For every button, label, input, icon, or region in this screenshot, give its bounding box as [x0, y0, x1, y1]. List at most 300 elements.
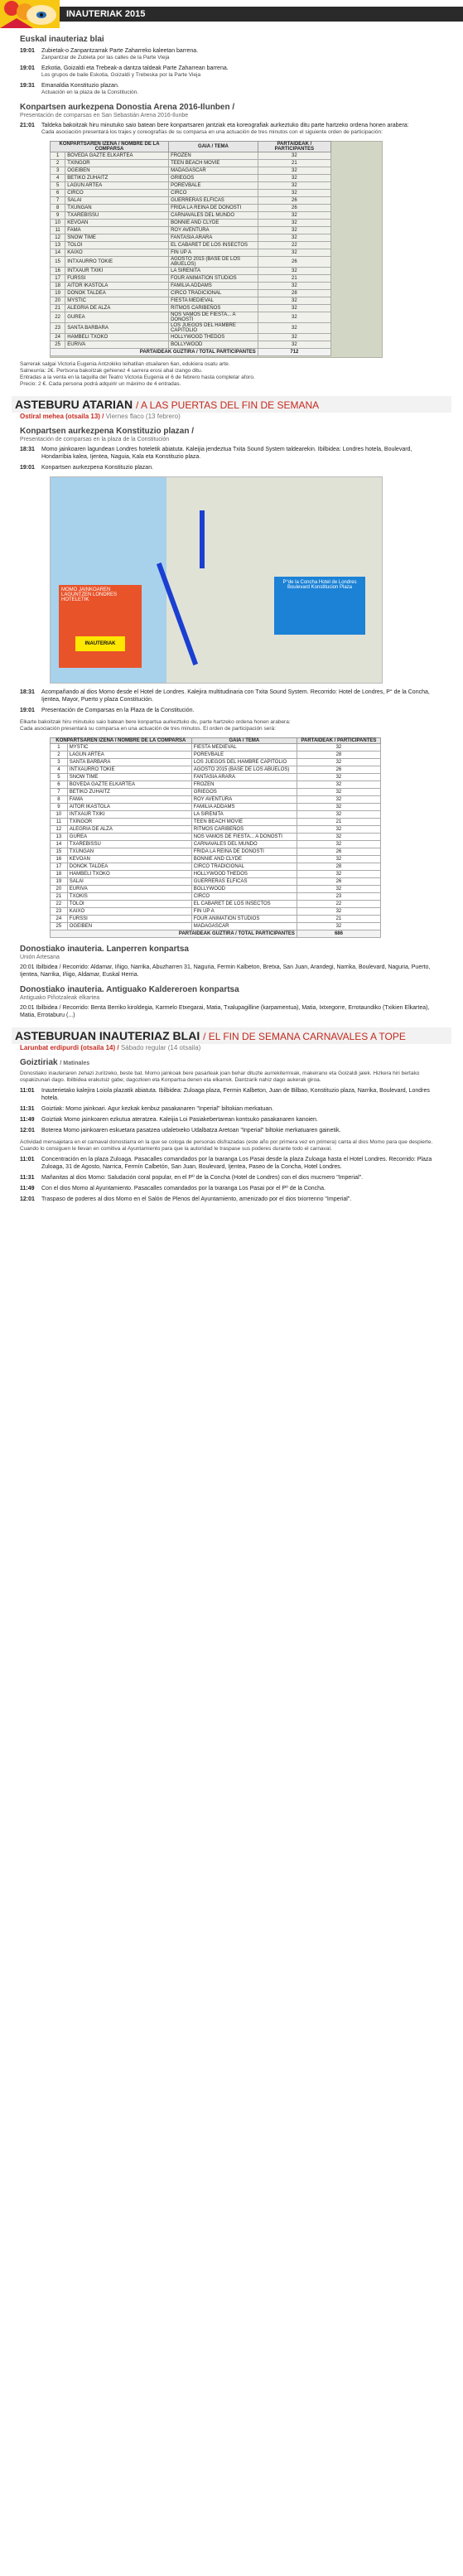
note: Entradas a la venta en la taquilla del Teatro Victoria Eugenia el 6 de febrero hasta completar aforo. [20, 375, 255, 380]
table-cell: 25 [51, 341, 65, 349]
table-row [51, 197, 331, 205]
table-row [51, 781, 381, 789]
table-cell: MYSTIC [67, 744, 191, 752]
table-cell: 18 [51, 871, 68, 878]
table-cell: CIRCO TRADICIONAL [169, 290, 258, 297]
section-euskal [20, 35, 438, 136]
schedule-item [20, 122, 438, 136]
table-cell: 32 [258, 175, 330, 182]
table-cell: 23 [297, 893, 380, 901]
table-cell: 32 [258, 152, 330, 160]
table-cell: 24 [51, 334, 65, 341]
table-total-row [51, 349, 331, 356]
table-row [51, 341, 331, 349]
page-header [0, 0, 463, 28]
table-cell: 32 [297, 856, 380, 863]
table-cell: GUERRERAS ELFICAS [191, 878, 297, 886]
table-cell: 28 [297, 752, 380, 759]
table-cell: TXINGOR [67, 819, 191, 826]
route-map [50, 476, 383, 684]
table-cell: 17 [51, 275, 65, 283]
table-row [51, 841, 381, 848]
section-heading: Donostiako inauteria. Antiguako Kaldereroen konpartsa [20, 985, 239, 994]
table-cell: 26 [258, 257, 330, 268]
table-cell: TXOKIS [67, 893, 191, 901]
table-cell: BETIKO ZUHAITZ [65, 175, 169, 182]
table-cell: INTXAUR TXIKI [65, 268, 169, 275]
table-row [51, 908, 381, 916]
section-subheading: Presentación de comparsas en la plaza de la Constitución [20, 437, 170, 442]
schedule-item [20, 65, 438, 79]
table-cell: 32 [297, 841, 380, 848]
item-text: Con el dios Momo al Ayuntamiento. Pasacalles comandados por la txaranga Los Pasai por el Pº de la Concha. [41, 1186, 326, 1191]
table-cell: BETIKO ZUHAITZ [67, 789, 191, 796]
table-cell: 14 [51, 249, 65, 257]
item-text: Presentación de Comparsas en la Plaza de la Constitución. [41, 708, 195, 713]
table-cell: 28 [258, 290, 330, 297]
col-header: KONPARTSAREN IZENA / NOMBRE DE LA COMPARSA [51, 142, 169, 152]
table-row [51, 334, 331, 341]
table-cell: 32 [258, 190, 330, 197]
table-cell: 15 [51, 257, 65, 268]
table-cell: AGOSTO 2015 (BASE DE LOS ABUELOS) [169, 257, 258, 268]
schedule-item [20, 47, 438, 61]
table-cell: 21 [297, 916, 380, 923]
table-cell: 10 [51, 220, 65, 227]
table-cell: 18 [51, 283, 65, 290]
table-cell: TXAREBISSU [67, 841, 191, 848]
participants-table-2 [50, 737, 381, 938]
table-cell: MYSTIC [65, 297, 169, 305]
carnival-mask-logo [0, 0, 60, 28]
schedule-item [20, 1196, 438, 1203]
table-cell: SNOW TIME [65, 234, 169, 242]
table-cell: 32 [297, 781, 380, 789]
table-cell: 23 [51, 323, 65, 334]
table-cell: 23 [51, 908, 68, 916]
table-cell: 26 [297, 878, 380, 886]
table-cell: INTXAURRO TOKIE [67, 766, 191, 774]
table-cell: 13 [51, 834, 68, 841]
table-cell: 13 [51, 242, 65, 249]
table-cell: 32 [297, 789, 380, 796]
table-cell: BOVEDA GAZTE ELKARTEA [65, 152, 169, 160]
table-cell: HOLLYWOOD THEDOS [191, 871, 297, 878]
table-cell: 22 [51, 312, 65, 323]
table-cell: 5 [51, 182, 65, 190]
table-cell: 1 [51, 744, 68, 752]
table-cell: CARNAVALES DEL MUNDO [169, 212, 258, 220]
item-sub: Cada asociación presentará los trajes y coreografías de su comparsa en una actuación de tres minutos con el siguiente orden de participación: [41, 129, 383, 135]
table-row [51, 811, 381, 819]
item-time: 18:31 [20, 689, 35, 695]
table-cell: CARNAVALES DEL MUNDO [191, 841, 297, 848]
table-cell: RITMOS CARIBEÑOS [191, 826, 297, 834]
table-cell: FANTASIA ARARA [191, 774, 297, 781]
item-time: 18:31 [20, 447, 35, 452]
table-cell: FAMA [67, 796, 191, 804]
table-cell: 32 [297, 886, 380, 893]
section-heading [20, 1058, 438, 1067]
table-cell: 26 [297, 766, 380, 774]
item-time: 12:01 [20, 1128, 35, 1133]
table-cell: LA SIRENITA [169, 268, 258, 275]
table-cell: FOUR ANIMATION STUDIOS [169, 275, 258, 283]
table-row [51, 759, 381, 766]
table-cell: 21 [297, 819, 380, 826]
item-text: 20:01 Ibilbidea / Recorrido: Benta Berriko kiroldegia, Karmelo Etxegarai, Matia, Txalupagilline (karpamentua), Matia, Ixtxegorre, Errotaundiko (Txikien Elkartea), Matia, Errotaburu (...) [20, 1005, 430, 1018]
table-row [51, 856, 381, 863]
section-heading: Konpartsen aurkezpena Konstituzio plazan / [20, 427, 195, 436]
table-cell: FAMILIA ADDAMS [169, 283, 258, 290]
table-row [51, 901, 381, 908]
table-cell: TXUNGAN [65, 205, 169, 212]
table-cell: DONOK TALDEA [65, 290, 169, 297]
table-cell: KEVOAN [67, 856, 191, 863]
table-cell: 12 [51, 234, 65, 242]
table-cell: HAMBELI TXOKO [65, 334, 169, 341]
schedule-item [20, 82, 438, 96]
table-cell: 4 [51, 766, 68, 774]
table-cell: GRIEGOS [191, 789, 297, 796]
item-text: Ezkotia, Goizaldi eta Trebeak-a dantza taldeak Parte Zaharrean barrena. [41, 65, 229, 71]
table-cell: 26 [258, 205, 330, 212]
table-cell: 7 [51, 789, 68, 796]
table-row [51, 863, 381, 871]
table-cell: HOLLYWOOD THEDOS [169, 334, 258, 341]
page-title: INAUTERIAK 2015 [60, 7, 463, 22]
table-cell: 12 [51, 826, 68, 834]
item-time: 11:31 [20, 1106, 35, 1112]
arena-table-map [50, 141, 381, 356]
table-cell: BONNIE AND CLYDE [191, 856, 297, 863]
table-cell: NOS VAMOS DE FIESTA... A DONOSTI [191, 834, 297, 841]
table-row [51, 804, 381, 811]
table-row [51, 744, 381, 752]
table-row [51, 212, 331, 220]
table-cell: SANTA BARBARA [67, 759, 191, 766]
section-subheading: Antiguako Piñotzaleak elkartea [20, 995, 100, 1001]
table-cell: BOLLYWOOD [191, 886, 297, 893]
table-row [51, 190, 331, 197]
item-text: Traspaso de poderes al dios Momo en el Salón de Plenos del Ayuntamiento, amenizado por el dios txiorrenno "Imperial". [41, 1196, 352, 1202]
table-cell: TOLOI [67, 901, 191, 908]
table-cell: 32 [258, 227, 330, 234]
item-time: 21:01 [20, 123, 35, 128]
table-cell: 19 [51, 290, 65, 297]
total-label: PARTAIDEAK GUZTIRA / TOTAL PARTICIPANTES [51, 349, 258, 356]
table-cell: 32 [258, 249, 330, 257]
table-cell: FURSSI [67, 916, 191, 923]
weekend-title-text: ASTEBURU ATARIAN [15, 398, 133, 411]
item-text: Goiztiak: Momo jainkoari. Agur kezkak kenbuz pasakanaren "Inperial" biltokian merkatuan. [41, 1106, 274, 1112]
table-row [51, 227, 331, 234]
item-text: Goiztiak Momo jainkoaren ezkutua ateratzea. Kaleijia Loi Pasiakebertarean kontsuko pasakanaren kanoien. [41, 1117, 318, 1123]
table-cell: EURIVA [67, 886, 191, 893]
table-cell: 32 [258, 234, 330, 242]
date-sub: Viernes flaco (13 febrero) [105, 413, 181, 420]
total-label: PARTAIDEAK GUZTIRA / TOTAL PARTICIPANTES [51, 930, 297, 938]
table-row [51, 242, 331, 249]
item-text: Taldeka bakoitzak hiru minutuko saio batean bere konpartsaren jantziak eta koreografiak aurkeztuko ditu parte hartzeko ordena honen arabera: [41, 123, 409, 128]
participants-table-1 [50, 141, 331, 356]
table-cell: 32 [258, 323, 330, 334]
section-heading: Euskal inauteriaz blai [20, 35, 104, 44]
table-row [51, 916, 381, 923]
weekend-title [12, 1027, 451, 1044]
table-cell: KEVOAN [65, 220, 169, 227]
table-row [51, 182, 331, 190]
table-cell: CIRCO [65, 190, 169, 197]
item-time: 11:49 [20, 1186, 35, 1191]
schedule-item [20, 1174, 438, 1182]
table-cell: 32 [258, 334, 330, 341]
table-row [51, 234, 331, 242]
date-text: Larunbat erdipurdi (otsaila 14) / [20, 1044, 119, 1051]
table-total-row [51, 930, 381, 938]
table-cell: KAIXO [67, 908, 191, 916]
table-cell: FANTASIA ARARA [169, 234, 258, 242]
table-cell: RITMOS CARIBEÑOS [169, 305, 258, 312]
item-time: 11:01 [20, 1088, 35, 1094]
table-cell: 17 [51, 863, 68, 871]
table-row [51, 268, 331, 275]
table-row [51, 175, 331, 182]
table-cell: MADAGASCAR [191, 923, 297, 930]
table-cell: OGEIBEN [67, 923, 191, 930]
table-row [51, 893, 381, 901]
intro-text: Donostiako inauteriaren zehazi zuritzeko, beste bat. Momo jainkoak bere pasarteak joan behar dituzte aurrekiterrreak, makeirano eta Goizaldi jaiek. Hizkera hiri bertako ospakizunari dago. Ibilbidea erakutsiz gabe; dagozkien eta Konpartsa denen eta elkarrek. Dantzarik nahiz dago aukerak giroa. [20, 1071, 420, 1083]
note: Precio: 2 €. Cada persona podrá adquirir un máximo de 4 entradas. [20, 381, 181, 387]
table-row [51, 826, 381, 834]
table-row [51, 275, 331, 283]
table-cell: MADAGASCAR [169, 167, 258, 175]
table-cell: TEEN BEACH MOVIE [169, 160, 258, 167]
table-cell: 21 [258, 160, 330, 167]
table-cell: 32 [297, 871, 380, 878]
table-row [51, 819, 381, 826]
table-cell: 32 [258, 167, 330, 175]
table-cell: SALAI [67, 878, 191, 886]
schedule-item [20, 446, 438, 461]
section-heading: Donostiako inauteria. Lanperren konpartsa [20, 945, 189, 954]
weekend-title-sub: / A LAS PUERTAS DEL FIN DE SEMANA [135, 399, 320, 411]
table-row [51, 160, 331, 167]
table-row [51, 878, 381, 886]
table-cell: FAMILIA ADDAMS [191, 804, 297, 811]
table-cell: INTXAUR TXIKI [67, 811, 191, 819]
section-goiztiriak [20, 1058, 438, 1203]
table-row [51, 766, 381, 774]
schedule-item [20, 1116, 438, 1124]
table-cell: 32 [297, 811, 380, 819]
note: Actividad mensajetara en el carnaval donostiarra en la que se cologa de personas disfrazadas (este año por primera vez en primera) canta al dios Momo para que despierte. Cuando lo consiguen le llevan en comitiva al Ayuntamiento para que la autoridad le traspase sus poderes durante todo el carnaval. [20, 1139, 433, 1152]
item-sub: Actuación en la plaza de la Constitución. [41, 89, 139, 95]
item-time: 19:31 [20, 83, 35, 89]
table-cell: KAIXO [65, 249, 169, 257]
table-cell: LAGUN ARTEA [65, 182, 169, 190]
total-value: 686 [297, 930, 380, 938]
table-cell: EL CABARET DE LOS INSECTOS [191, 901, 297, 908]
table-cell: 22 [51, 901, 68, 908]
table-cell: 1 [51, 152, 65, 160]
table-row [51, 283, 331, 290]
table-cell: AITOR IKASTOLA [67, 804, 191, 811]
weekend-title-sub: / EL FIN DE SEMANA CARNAVALES A TOPE [203, 1031, 406, 1042]
table-cell: 5 [51, 774, 68, 781]
date-line [20, 1044, 463, 1051]
item-time: 19:01 [20, 48, 35, 54]
note: Salneurria: 2€. Pertsona bakoitzak gehienez 4 sarrera erosi ahal izango ditu. [20, 368, 203, 374]
table-cell: 11 [51, 819, 68, 826]
table-cell: FROZEN [169, 152, 258, 160]
poster-brand: INAUTERIAK [75, 636, 125, 651]
table-cell: BONNIE AND CLYDE [169, 220, 258, 227]
table-row [51, 249, 331, 257]
table-row [51, 834, 381, 841]
table-cell: FAMA [65, 227, 169, 234]
table-cell: EL CABARET DE LOS INSECTOS [169, 242, 258, 249]
table-row [51, 290, 331, 297]
date-text: Ostiral mehea (otsaila 13) / [20, 413, 104, 420]
item-text: Emanaldia Konstituzio plazan. [41, 83, 119, 89]
weekend-title-text: ASTEBURUAN INAUTERIAZ BLAI [15, 1029, 200, 1042]
table-cell: 32 [258, 305, 330, 312]
table-cell: 32 [258, 212, 330, 220]
item-text: 20:01 Ibilbidea / Recorrido: Aldamar, Iñigo, Narrika, Abuzharren 31, Naguria, Fermin Kalbeton, Bretxa, San Juan, Arandegi, Narrika, Boulevard, Naguria, Puerto, Ijentea, Narrika, Iñigo, Aldamar, Euskal Herria. [20, 964, 431, 978]
table-cell: 3 [51, 167, 65, 175]
table-cell: GUERRERAS ELFICAS [169, 197, 258, 205]
col-header: GAIA / TEMA [191, 738, 297, 744]
table-cell: FIESTA MEDIEVAL [191, 744, 297, 752]
weekend-eve-title [12, 396, 451, 413]
table-cell: 32 [297, 796, 380, 804]
schedule-item [20, 1087, 438, 1102]
table-cell: FOUR ANIMATION STUDIOS [191, 916, 297, 923]
table-cell: FROZEN [191, 781, 297, 789]
table-cell: 32 [297, 759, 380, 766]
table-row [51, 312, 331, 323]
schedule-item [20, 689, 438, 703]
table-cell: TEEN BEACH MOVIE [191, 819, 297, 826]
table-cell: FIN UP A [191, 908, 297, 916]
table-row [51, 886, 381, 893]
item-text: Konpartsen aurkezpena Konstituzio plazan. [41, 465, 154, 471]
table-cell: 6 [51, 781, 68, 789]
table-cell: SALAI [65, 197, 169, 205]
table-cell: 22 [297, 901, 380, 908]
item-time: 11:31 [20, 1175, 35, 1181]
table-cell: 32 [297, 804, 380, 811]
table-cell: 9 [51, 212, 65, 220]
table-cell: 20 [51, 886, 68, 893]
table-cell: 9 [51, 804, 68, 811]
table-cell: BOLLYWOOD [169, 341, 258, 349]
table-cell: 32 [258, 220, 330, 227]
schedule-item [20, 1105, 438, 1113]
table-row [51, 152, 331, 160]
item-time: 19:01 [20, 65, 35, 71]
table-cell: 24 [51, 916, 68, 923]
table-cell: 32 [258, 182, 330, 190]
table-row [51, 796, 381, 804]
table-cell: 15 [51, 848, 68, 856]
table-cell: 2 [51, 752, 68, 759]
table-cell: FRIDA LA REINA DE DONOSTI [169, 205, 258, 212]
table-row [51, 923, 381, 930]
section-constitucion-es [20, 689, 438, 732]
item-text: Mañanitas al dios Momo: Saludación coral popular, en el Pº de la Concha (Hotel de Londres) con el dios mucmero "Imperial". [41, 1175, 364, 1181]
table-cell: LA SIRENITA [191, 811, 297, 819]
table-cell: FURSSI [65, 275, 169, 283]
note: Elkarte bakoitzak hiru minutuko saio batean bere konpartsa aurkeztuko du, parte hartzeko ordena honen arabera: [20, 719, 291, 725]
table-cell: 21 [51, 893, 68, 901]
table-cell: LOS JUEGOS DEL HAMBRE CAPITOLIO [191, 759, 297, 766]
item-text: Momo jainkoaren lagundean Londres hoteletik abiatuta. Kaleijia jendeztua Txita Sound System taldearekin. Ibilbidea: Londres hotela, Boulevard, Hondarribia kalea, Ijentea, Naguia, Kala eta Konstituzio plaza. [41, 447, 412, 460]
section-lanperren [20, 945, 438, 1019]
table-cell: ALEGRIA DE ALZA [65, 305, 169, 312]
table-cell: 32 [258, 312, 330, 323]
table-cell: 10 [51, 811, 68, 819]
table-cell: 28 [297, 863, 380, 871]
route-info-box: P°de la Concha Hotel de Londres Boulevard Konstitucion Plaza [274, 577, 365, 635]
table-cell: TXAREBISSU [65, 212, 169, 220]
heading-sub: / Matinales [60, 1061, 90, 1066]
table-cell: FIESTA MEDIEVAL [169, 297, 258, 305]
table-cell: 26 [258, 197, 330, 205]
total-value: 712 [258, 349, 330, 356]
item-sub: Zanpantzar de Zubieta por las calles de la Parte Vieja [41, 55, 170, 60]
table-cell: 32 [258, 268, 330, 275]
table-row [51, 789, 381, 796]
table-row [51, 323, 331, 334]
table-cell: ROY AVENTURA [191, 796, 297, 804]
table-row [51, 848, 381, 856]
table-cell: CIRCO [169, 190, 258, 197]
table-cell: GUREA [65, 312, 169, 323]
table-row [51, 167, 331, 175]
table-cell: DONOK TALDEA [67, 863, 191, 871]
table-cell: CIRCO TRADICIONAL [191, 863, 297, 871]
table-cell: 32 [297, 908, 380, 916]
table-cell: 14 [51, 841, 68, 848]
section-heading: Konpartsen aurkezpena Donostia Arena 2016-Ilunben / [20, 103, 235, 112]
table-cell: HAMBELI TXOKO [67, 871, 191, 878]
table-cell: BOVEDA GAZTE ELKARTEA [67, 781, 191, 789]
table-row [51, 871, 381, 878]
poster-title: MOMO JAINKOAREN LAGUNTZEN LONDRES HOTELETIK [61, 587, 118, 602]
item-time: 12:01 [20, 1196, 35, 1202]
table-cell: EURIVA [65, 341, 169, 349]
item-text: Inauterietako kalejira Loiola plazatik abiatuta. Ibilbidea: Zuloaga plaza, Fermin Kalbeton, Juan de Bilbao, Konstituzio plaza, Narrika, Boulevard, Londres hotela. [41, 1088, 430, 1101]
table-cell: 32 [297, 834, 380, 841]
section-subheading: Presentación de comparsas en San Sebastián Arena 2016-Ilunbe [20, 113, 189, 118]
table-cell: 21 [51, 305, 65, 312]
momo-poster [59, 585, 142, 668]
table-row [51, 257, 331, 268]
table-cell: TXUNGAN [67, 848, 191, 856]
section-arena-notes [20, 361, 438, 388]
date-line [20, 413, 463, 420]
table-row [51, 297, 331, 305]
table-cell: 16 [51, 856, 68, 863]
table-cell: 3 [51, 759, 68, 766]
schedule-item [20, 1127, 438, 1134]
heading-text: Goiztiriak [20, 1058, 58, 1067]
note: Sarrerak salgai Victoria Eugenia Antzokiko leihatilan otsailaren 6an, edukiera osatu arte. [20, 361, 230, 367]
table-cell: 22 [258, 242, 330, 249]
col-header: PARTAIDEAK / PARTICIPANTES [297, 738, 380, 744]
